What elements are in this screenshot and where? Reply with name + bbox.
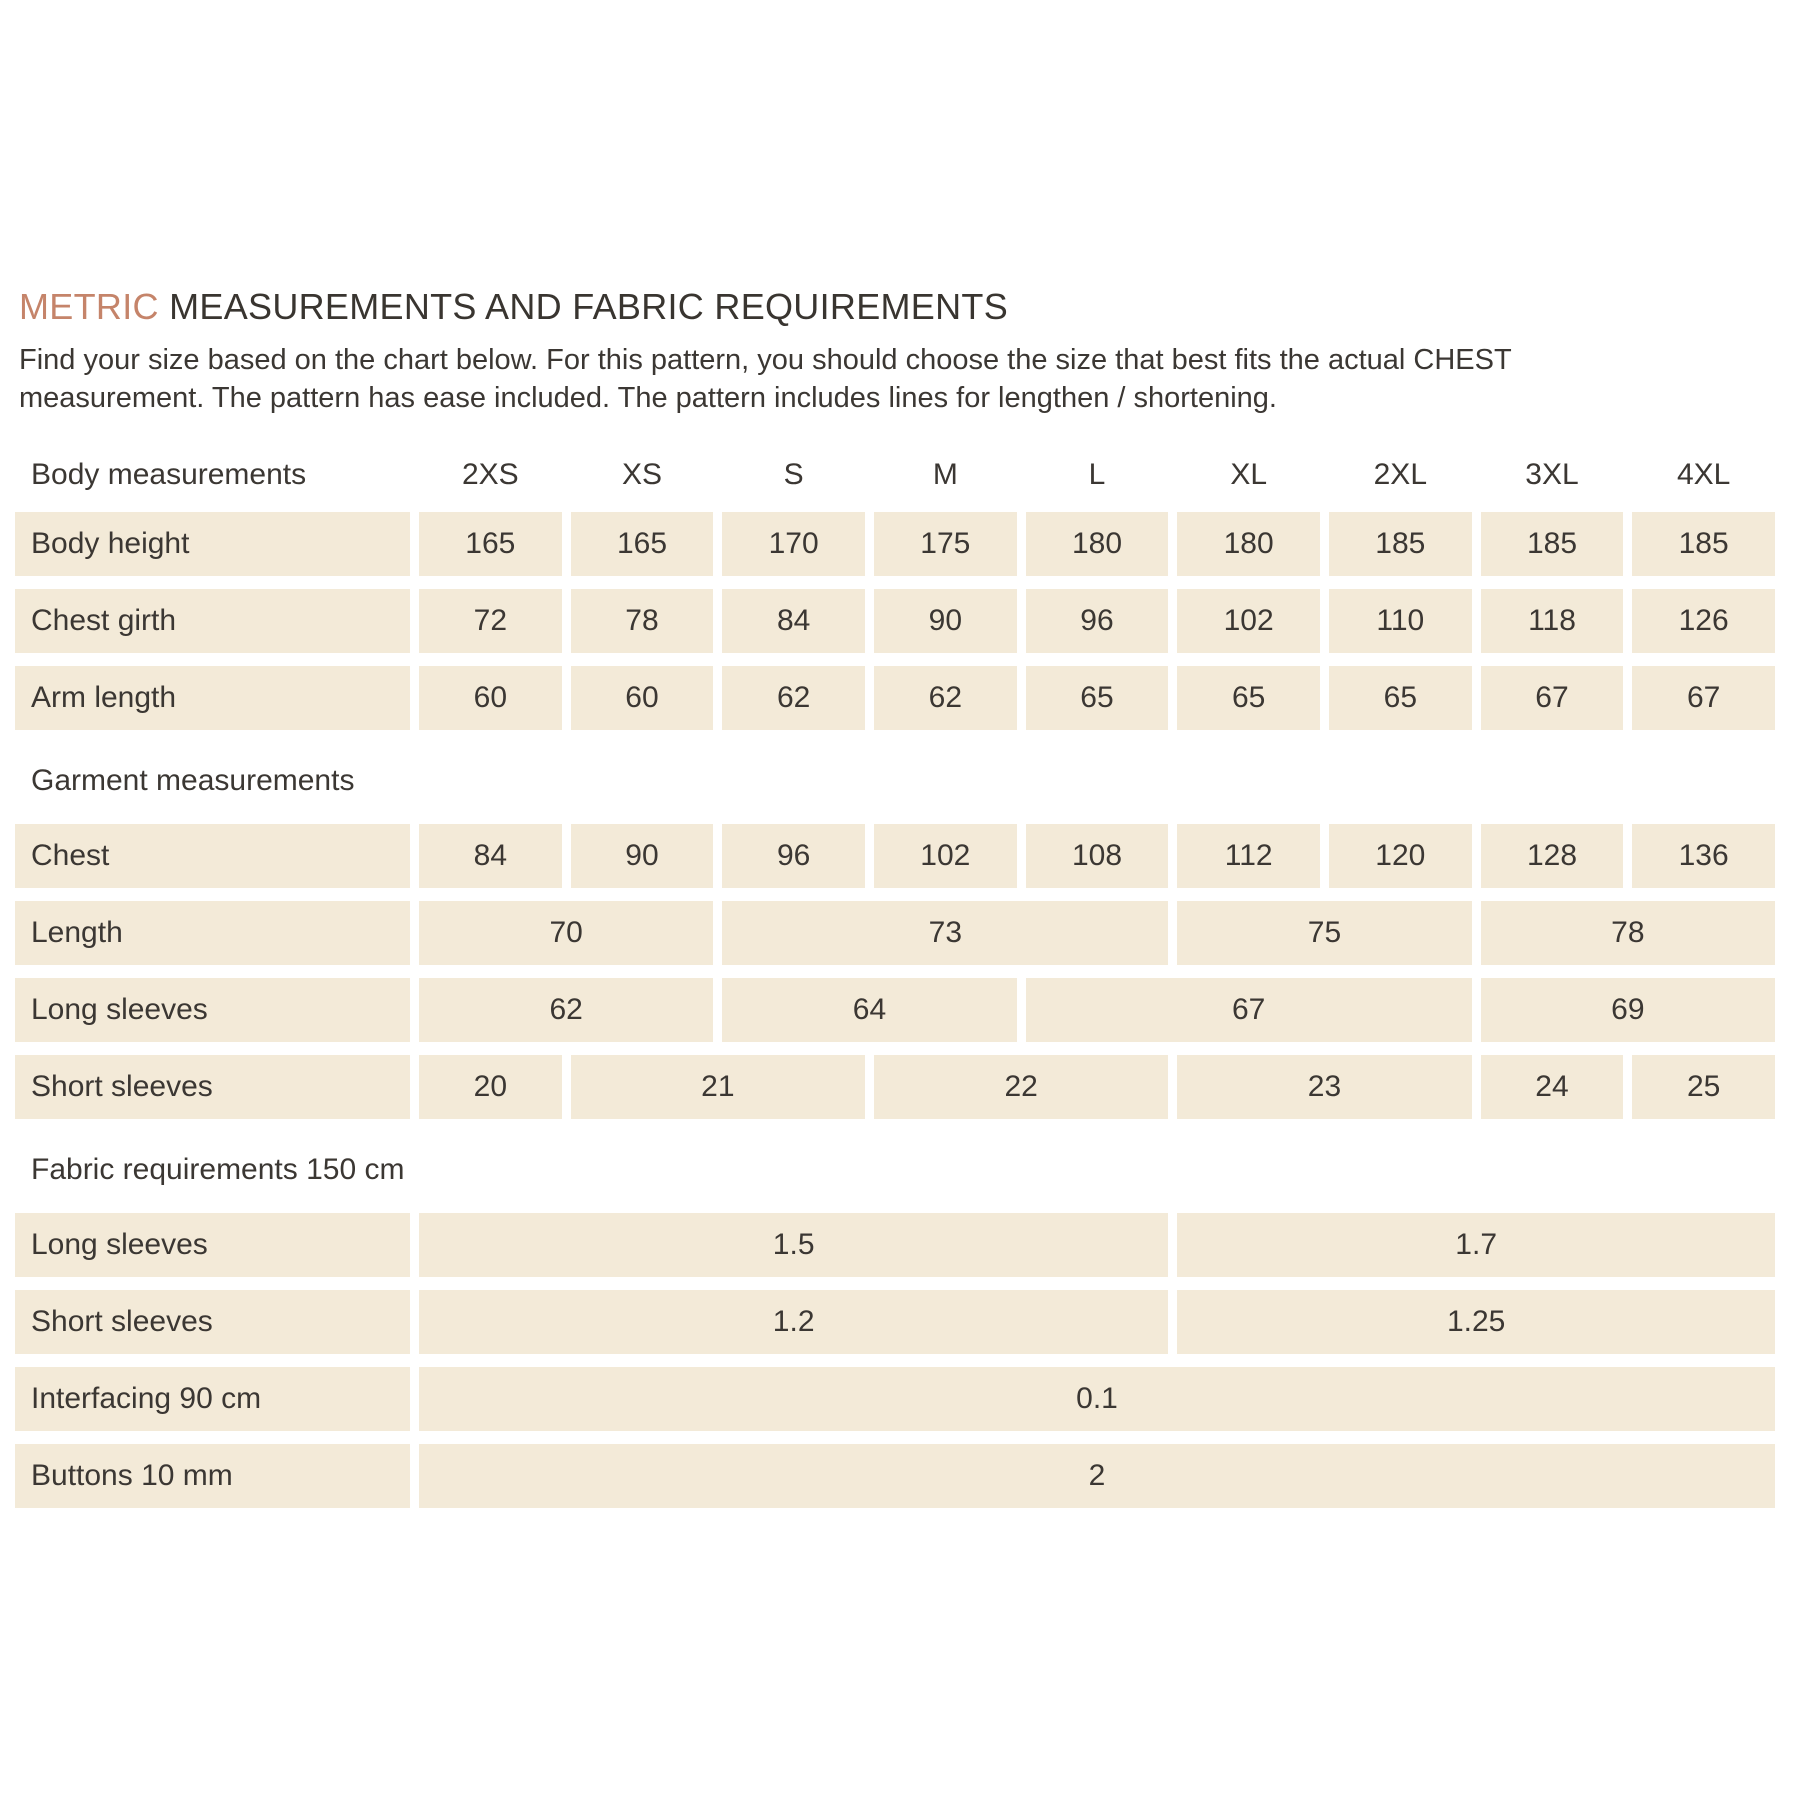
- size-header-2xs: 2XS: [461, 458, 519, 491]
- value-cell-merged: 0.1: [419, 1367, 1775, 1431]
- value-cell: 65: [1026, 666, 1169, 730]
- value-cell: 120: [1329, 824, 1472, 888]
- size-header-4xl: 4XL: [1676, 458, 1731, 491]
- value-cell: 62: [722, 666, 865, 730]
- value-cell: 102: [874, 824, 1017, 888]
- value-cell-merged: 69: [1481, 978, 1775, 1042]
- value-cell: 96: [722, 824, 865, 888]
- value-cell: 136: [1632, 824, 1775, 888]
- row-label-fabric-long-sleeves: Long sleeves: [15, 1213, 410, 1277]
- value-cell: 84: [419, 824, 562, 888]
- body-measurements-table: [15, 451, 1775, 730]
- row-label-body-height: Body height: [15, 512, 410, 576]
- value-cell: 60: [571, 666, 714, 730]
- value-cell-merged: 64: [722, 978, 1016, 1042]
- intro-line-1: Find your size based on the chart below. For this pattern, you should choose the size that best fits the actual CHEST: [19, 344, 1512, 376]
- value-cell-merged: 2: [419, 1444, 1775, 1508]
- garment-measurements-table: [15, 824, 1775, 1119]
- page-title: [19, 288, 1775, 326]
- row-label-chest-girth: Chest girth: [15, 589, 410, 653]
- value-cell-merged: 70: [419, 901, 713, 965]
- row-label-garment-length: Length: [15, 901, 410, 965]
- row-label-garment-chest: Chest: [15, 824, 410, 888]
- value-cell: 72: [419, 589, 562, 653]
- size-header-m: M: [932, 458, 958, 491]
- size-header-l: L: [1088, 458, 1106, 491]
- size-header-xs: XS: [621, 458, 662, 491]
- value-cell: 185: [1632, 512, 1775, 576]
- intro-paragraph: [19, 341, 1775, 417]
- value-cell: 90: [571, 824, 714, 888]
- value-cell: 180: [1026, 512, 1169, 576]
- value-cell: 84: [722, 589, 865, 653]
- value-cell: 165: [419, 512, 562, 576]
- value-cell: 25: [1632, 1055, 1775, 1119]
- row-label-interfacing: Interfacing 90 cm: [15, 1367, 410, 1431]
- value-cell-merged: 73: [722, 901, 1168, 965]
- value-cell: 65: [1329, 666, 1472, 730]
- value-cell: 170: [722, 512, 865, 576]
- column-header-body-measurements: Body measurements: [31, 458, 307, 491]
- value-cell: 67: [1481, 666, 1624, 730]
- value-cell-merged: 21: [571, 1055, 865, 1119]
- value-cell: 126: [1632, 589, 1775, 653]
- size-header-3xl: 3XL: [1525, 458, 1579, 491]
- value-cell: 112: [1177, 824, 1320, 888]
- value-cell-merged: 62: [419, 978, 713, 1042]
- title-main: MEASUREMENTS AND FABRIC REQUIREMENTS: [169, 286, 1009, 327]
- value-cell-merged: 1.7: [1177, 1213, 1775, 1277]
- row-label-buttons: Buttons 10 mm: [15, 1444, 410, 1508]
- value-cell: 65: [1177, 666, 1320, 730]
- value-cell: 62: [874, 666, 1017, 730]
- value-cell-merged: 23: [1177, 1055, 1471, 1119]
- value-cell-merged: 1.5: [419, 1213, 1168, 1277]
- size-header-2xl: 2XL: [1373, 458, 1428, 491]
- value-cell-merged: 78: [1481, 901, 1775, 965]
- intro-line-2: measurement. The pattern has ease included. The pattern includes lines for lengthen / shortening.: [19, 382, 1277, 414]
- value-cell-merged: 1.25: [1177, 1290, 1775, 1354]
- row-label-garment-short-sleeves: Short sleeves: [15, 1055, 410, 1119]
- value-cell: 102: [1177, 589, 1320, 653]
- value-cell: 185: [1329, 512, 1472, 576]
- section-label-fabric-requirements: Fabric requirements 150 cm: [31, 1153, 405, 1186]
- value-cell-merged: 75: [1177, 901, 1471, 965]
- value-cell: 185: [1481, 512, 1624, 576]
- value-cell: 128: [1481, 824, 1624, 888]
- size-header-s: S: [783, 458, 804, 491]
- value-cell: 110: [1329, 589, 1472, 653]
- value-cell-merged: 1.2: [419, 1290, 1168, 1354]
- value-cell: 108: [1026, 824, 1169, 888]
- value-cell: 118: [1481, 589, 1624, 653]
- row-label-arm-length: Arm length: [15, 666, 410, 730]
- value-cell: 175: [874, 512, 1017, 576]
- value-cell: 67: [1632, 666, 1775, 730]
- value-cell: 90: [874, 589, 1017, 653]
- row-label-garment-long-sleeves: Long sleeves: [15, 978, 410, 1042]
- value-cell-merged: 67: [1026, 978, 1472, 1042]
- value-cell: 96: [1026, 589, 1169, 653]
- size-header-xl: XL: [1230, 458, 1268, 491]
- value-cell: 78: [571, 589, 714, 653]
- value-cell-merged: 22: [874, 1055, 1168, 1119]
- fabric-requirements-table: [15, 1213, 1775, 1508]
- value-cell: 60: [419, 666, 562, 730]
- value-cell: 20: [419, 1055, 562, 1119]
- value-cell: 24: [1481, 1055, 1624, 1119]
- value-cell: 165: [571, 512, 714, 576]
- value-cell: 180: [1177, 512, 1320, 576]
- section-label-garment-measurements: Garment measurements: [31, 764, 355, 797]
- title-accent-metric: METRIC: [19, 286, 159, 327]
- row-label-fabric-short-sleeves: Short sleeves: [15, 1290, 410, 1354]
